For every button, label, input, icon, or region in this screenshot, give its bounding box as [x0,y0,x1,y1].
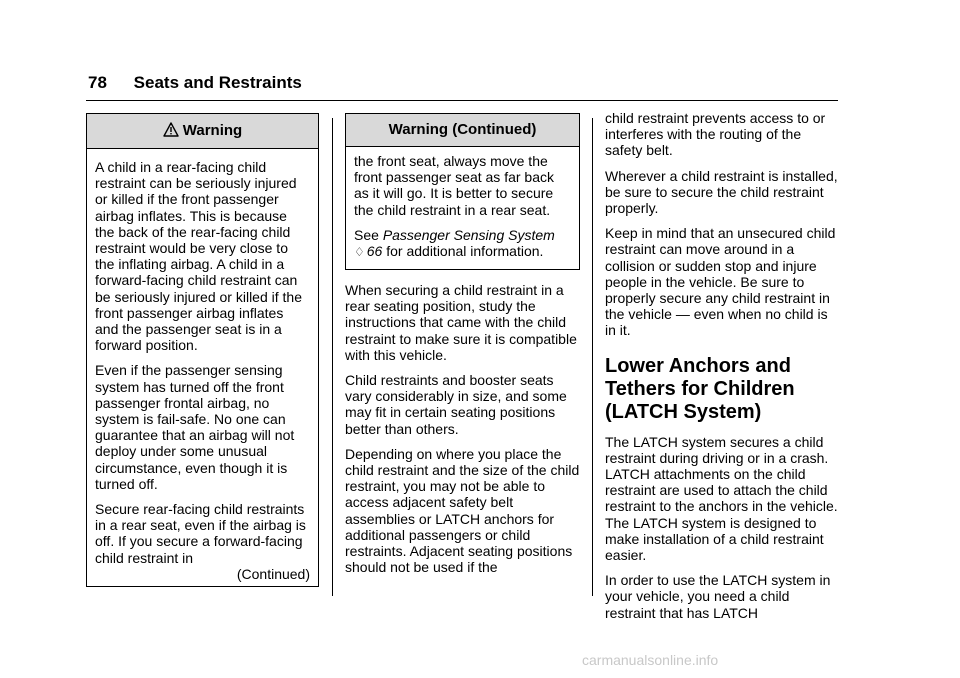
see-suffix: for additional information. [386,243,544,260]
body-paragraph: When securing a child restraint in a rear seating position, study the instructions that came with the child restraint to make sure it is compatible with this vehicle. [345,282,577,363]
reference-title[interactable]: Passenger Sensing System [382,226,555,243]
body-paragraph: In order to use the LATCH system in your vehicle, you need a child restraint that has LATCH [605,572,831,621]
page-number: 78 [88,73,107,92]
warning-continued-paragraph: the front seat, always move the front passenger seat as far back as it will go. It is better to secure the child restraint in a rear seat. [354,153,554,218]
page-reference-icon: ♢ [354,245,365,260]
body-paragraph: Wherever a child restraint is installed, be sure to secure the child restraint properly. [605,167,838,217]
body-paragraph: The LATCH system secures a child restraint during driving or in a crash. LATCH attachments on the child restraint are used to attach the child restraint to the anchors in the vehicle. The LATCH system is designed to make installation of a child restraint easier. [605,433,838,564]
continued-label: (Continued) [236,565,310,582]
body-paragraph: Keep in mind that an unsecured child restraint can move around in a collision or sudden stop and injure people in the vehicle. Be sure to properly secure any child restraint in the vehicle — even when no child is in it. [605,225,836,339]
warning-triangle-icon [163,116,179,150]
warning-box [86,113,319,587]
page-header [88,73,302,93]
column-divider-left [332,118,333,596]
see-prefix: See [354,226,379,243]
warning-box-header [87,114,318,149]
column-divider-right [592,118,593,596]
warning-box-body [87,149,318,586]
right-column [605,110,841,630]
see-reference [354,227,571,260]
body-paragraph: child restraint prevents access to or interferes with the routing of the safety belt. [605,110,826,159]
middle-column [345,282,581,584]
warning-paragraph: Secure rear-facing child restraints in a rear seat, even if the airbag is off. If you secure a forward-facing child restraint in [95,501,306,566]
section-heading: Lower Anchors and Tethers for Children (LATCH System) [605,354,795,423]
warning-continued-header [346,114,579,147]
body-paragraph: Child restraints and booster seats vary considerably in size, and some may fit in certain seating positions better than others. [345,372,567,437]
body-paragraph: Depending on where you place the child restraint and the size of the child restraint, you may not be able to access adjacent safety belt assemblies or LATCH anchors for additional passengers or child restraints. Adjacent seating positions should not be used if the [345,445,580,576]
reference-page[interactable]: 66 [366,243,383,260]
warning-continued-title: Warning (Continued) [388,121,537,138]
header-rule [86,100,838,101]
warning-continued-box [345,113,580,270]
warning-paragraph: A child in a rear-facing child restraint can be seriously injured or killed if the front passenger airbag inflates. This is because the back of the rear-facing child restraint would be very close to the inflating airbag. A child in a forward-facing child restraint can be seriously injured or killed if the front passenger airbag inflates and the passenger seat is in a forward position. [95,159,302,354]
warning-paragraph: Even if the passenger sensing system has turned off the front passenger frontal airbag, no system is fail-safe. No one can guarantee that an airbag will not deploy under some unusual circumstance, even though it is turned off. [95,362,295,492]
warning-continued-body [346,147,579,269]
watermark: carmanualsonline.info [582,652,719,668]
section-title: Seats and Restraints [133,73,302,92]
warning-title: Warning [182,122,243,139]
